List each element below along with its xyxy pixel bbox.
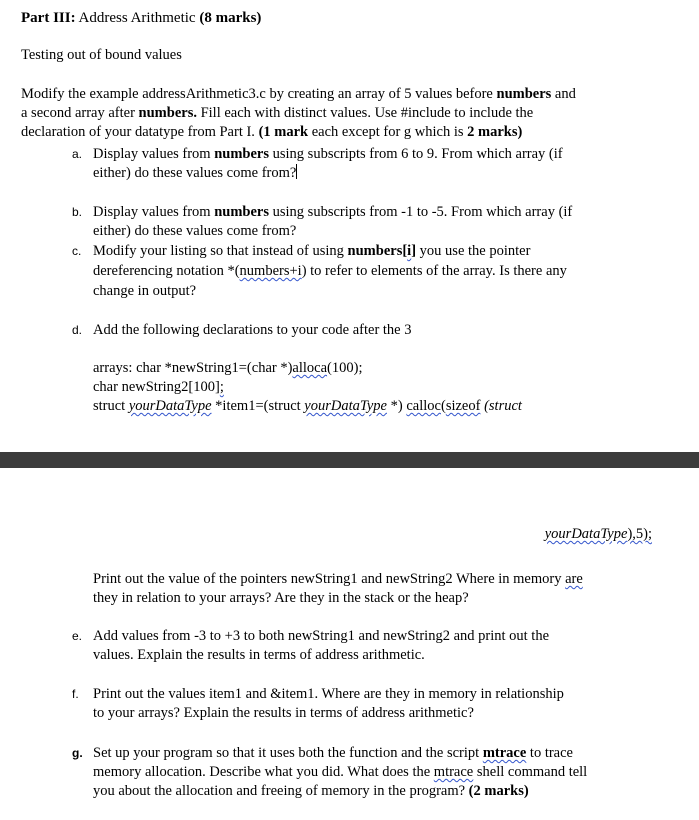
item-b-line-1: Display values from numbers using subscripts from -1 to -5. From which array (if: [93, 204, 573, 220]
item-a-line-1: Display values from numbers using subscripts from 6 to 9. From which array (if: [93, 146, 563, 162]
item-f-line-1: Print out the values item1 and &item1. Where are they in memory in relationship: [93, 686, 564, 702]
intro-line-3: declaration of your datatype from Part I. (1 mark each except for g which is 2 marks): [21, 124, 523, 140]
code-line-3: struct yourDataType *item1=(struct yourDataType *) calloc(sizeof (struct: [93, 398, 522, 414]
code-line-continuation: yourDataType),5);: [544, 526, 652, 542]
item-c-line-1: Modify your listing so that instead of using numbers[i] you use the pointer: [93, 243, 531, 259]
item-c-line-3: change in output?: [93, 283, 197, 299]
intro-line-1: Modify the example addressArithmetic3.c by creating an array of 5 values before numbers and: [21, 86, 576, 102]
item-d-line-1: Add the following declarations to your code after the 3: [93, 322, 412, 338]
item-b-marker: b.: [72, 205, 83, 219]
item-d-line-3: they in relation to your arrays? Are they in the stack or the heap?: [93, 590, 469, 606]
item-f-line-2: to your arrays? Explain the results in terms of address arithmetic?: [93, 705, 474, 721]
item-c-line-2: dereferencing notation *(numbers+i) to refer to elements of the array. Is there any: [93, 263, 567, 279]
page-break-divider: [0, 452, 699, 468]
text-cursor: [296, 164, 297, 179]
item-g-line-3: you about the allocation and freeing of memory in the program? (2 marks): [93, 783, 529, 799]
subtitle: Testing out of bound values: [21, 47, 182, 63]
item-a-marker: a.: [72, 147, 83, 161]
item-e-line-2: values. Explain the results in terms of address arithmetic.: [93, 647, 425, 663]
item-f-marker: f.: [72, 687, 79, 701]
code-line-1: arrays: char *newString1=(char *)alloca(100);: [93, 360, 363, 376]
part-heading: Part III: Address Arithmetic (8 marks): [21, 10, 262, 26]
code-line-2: char newString2[100];: [93, 379, 224, 395]
item-g-line-2: memory allocation. Describe what you did. What does the mtrace shell command tell: [93, 764, 588, 780]
item-e-marker: e.: [72, 629, 83, 643]
item-g-marker: g.: [72, 746, 83, 760]
intro-line-2: a second array after numbers. Fill each with distinct values. Use #include to include the: [21, 105, 534, 121]
item-a-line-2[interactable]: either) do these values come from?: [93, 165, 297, 181]
item-g-line-1: Set up your program so that it uses both the function and the script mtrace to trace: [93, 745, 573, 761]
item-b-line-2: either) do these values come from?: [93, 223, 297, 239]
document-page-2: [0, 468, 699, 820]
item-d-marker: d.: [72, 323, 83, 337]
item-e-line-1: Add values from -3 to +3 to both newString1 and newString2 and print out the: [93, 628, 550, 644]
item-d-line-2: Print out the value of the pointers newString1 and newString2 Where in memory are: [93, 571, 583, 587]
item-c-marker: c.: [72, 244, 82, 258]
